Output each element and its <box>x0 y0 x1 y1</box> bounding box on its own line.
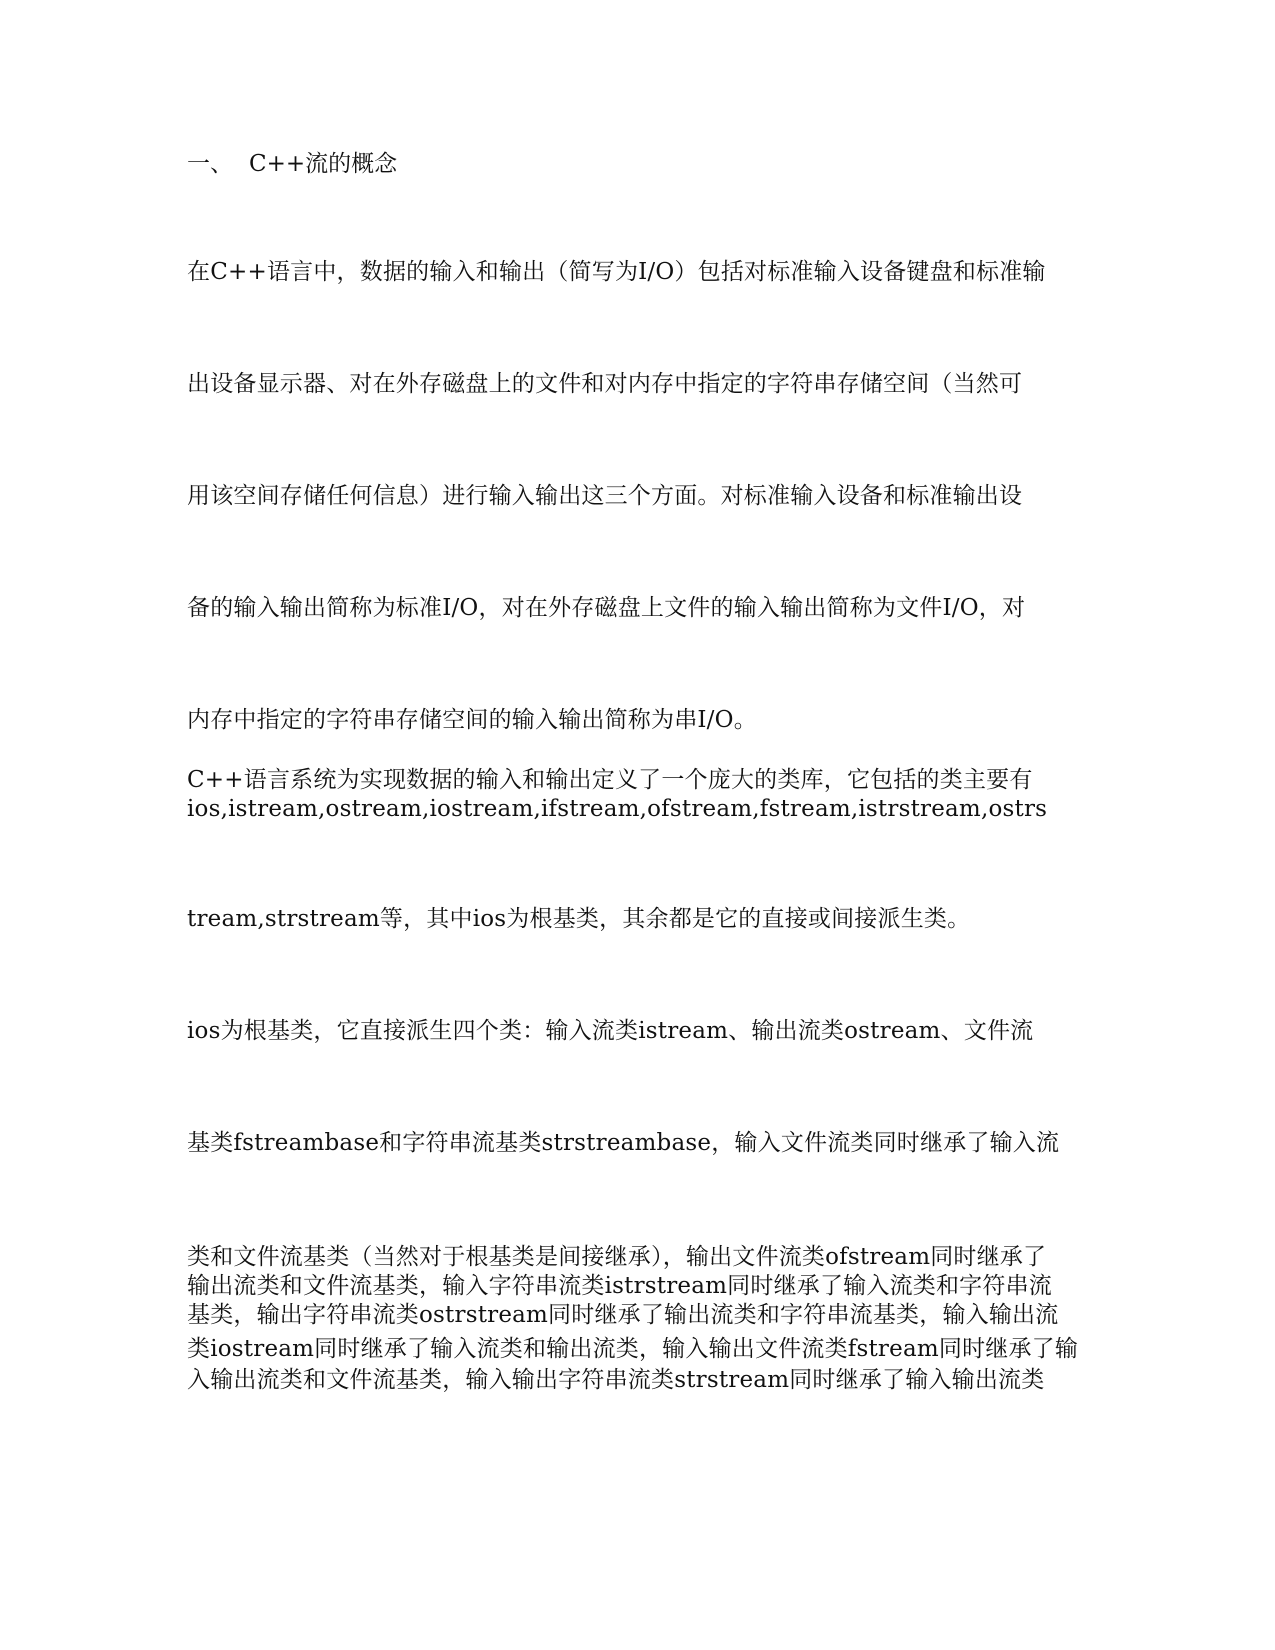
section-title: C++流的概念 <box>249 151 398 177</box>
paragraph-line: 备的输入输出简称为标准I/O，对在外存磁盘上文件的输入输出简称为文件I/O，对 <box>187 595 1026 621</box>
section-heading <box>187 150 397 179</box>
section-number: 一、 <box>187 151 233 177</box>
paragraph-line: 用该空间存储任何信息）进行输入输出这三个方面。对标准输入设备和标准输出设 <box>187 483 1023 509</box>
paragraph-line: tream,strstream等，其中ios为根基类，其余都是它的直接或间接派生类。 <box>187 906 971 932</box>
paragraph-line: ios为根基类，它直接派生四个类：输入流类istream、输出流类ostream、文件流 <box>187 1018 1034 1044</box>
paragraph-line: 内存中指定的字符串存储空间的输入输出简称为串I/O。 <box>187 707 757 733</box>
paragraph-line: 入输出流类和文件流基类，输入输出字符串流类strstream同时继承了输入输出流类 <box>187 1367 1045 1393</box>
paragraph-line: 输出流类和文件流基类，输入字符串流类istrstream同时继承了输入流类和字符串流 <box>187 1273 1052 1299</box>
paragraph-line: 类和文件流基类（当然对于根基类是间接继承），输出文件流类ofstream同时继承了 <box>187 1244 1047 1270</box>
paragraph-line: C++语言系统为实现数据的输入和输出定义了一个庞大的类库，它包括的类主要有 <box>187 767 1033 793</box>
paragraph-line: 类iostream同时继承了输入流类和输出流类，输入输出文件流类fstream同时继承了输 <box>187 1336 1079 1362</box>
paragraph-line: 基类，输出字符串流类ostrstream同时继承了输出流类和字符串流基类，输入输出流 <box>187 1302 1059 1328</box>
paragraph-line: 在C++语言中，数据的输入和输出（简写为I/O）包括对标准输入设备键盘和标准输 <box>187 259 1046 285</box>
paragraph-line: ios,istream,ostream,iostream,ifstream,ofstream,fstream,istrstream,ostrs <box>187 796 1048 822</box>
paragraph-line: 基类fstreambase和字符串流基类strstreambase，输入文件流类同时继承了输入流 <box>187 1130 1060 1156</box>
paragraph-line: 出设备显示器、对在外存磁盘上的文件和对内存中指定的字符串存储空间（当然可 <box>187 371 1023 397</box>
